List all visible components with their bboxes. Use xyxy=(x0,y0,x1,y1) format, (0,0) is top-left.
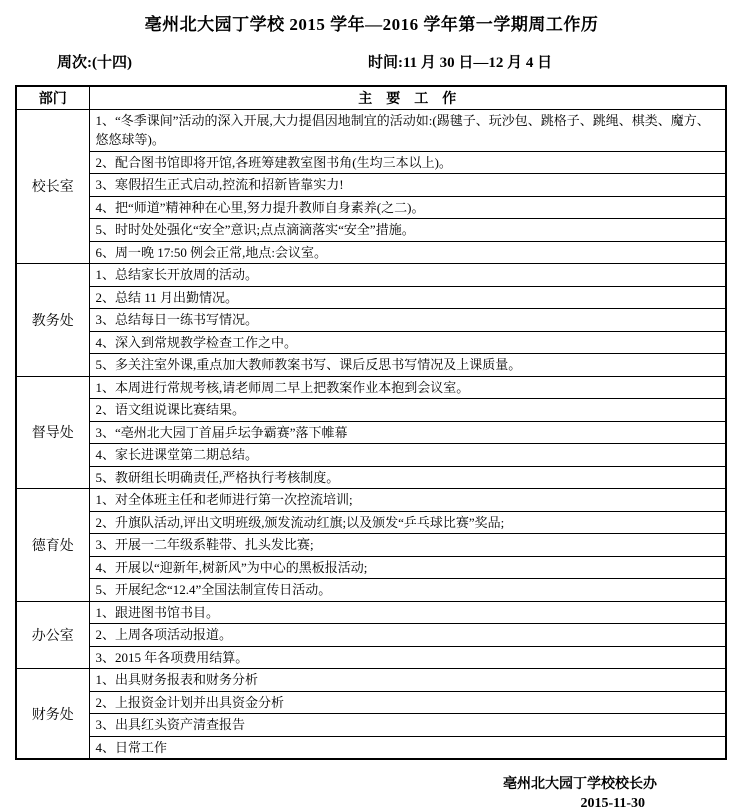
table-row xyxy=(16,174,726,197)
work-item: 4、日常工作 xyxy=(89,736,726,759)
work-item: 6、周一晚 17:50 例会正常,地点:会议室。 xyxy=(89,241,726,264)
work-item: 3、“亳州北大园丁首届乒坛争霸赛”落下帷幕 xyxy=(89,421,726,444)
dept-cell: 德育处 xyxy=(16,489,89,602)
table-row xyxy=(16,151,726,174)
table-row xyxy=(16,196,726,219)
table-row xyxy=(16,109,726,151)
footer-signature: 亳州北大园丁学校校长办 xyxy=(503,777,657,792)
table-row xyxy=(16,399,726,422)
table-row xyxy=(16,624,726,647)
work-item: 2、升旗队活动,评出文明班级,颁发流动红旗;以及颁发“乒乓球比赛”奖品; xyxy=(89,511,726,534)
work-item: 1、总结家长开放周的活动。 xyxy=(89,264,726,287)
page-title: 亳州北大园丁学校 2015 学年—2016 学年第一学期周工作历 xyxy=(144,15,599,34)
table-row xyxy=(16,264,726,287)
work-item: 2、上周各项活动报道。 xyxy=(89,624,726,647)
work-item: 5、时时处处强化“安全”意识;点点滴滴落实“安全”措施。 xyxy=(89,219,726,242)
work-item: 4、深入到常规教学检查工作之中。 xyxy=(89,331,726,354)
table-row xyxy=(16,331,726,354)
dept-cell: 财务处 xyxy=(16,669,89,760)
table-row xyxy=(16,669,726,692)
table-row xyxy=(16,466,726,489)
work-item: 1、跟进图书馆书目。 xyxy=(89,601,726,624)
table-row xyxy=(16,376,726,399)
work-item: 2、总结 11 月出勤情况。 xyxy=(89,286,726,309)
work-item: 3、开展一二年级系鞋带、扎头发比赛; xyxy=(89,534,726,557)
time-label: 时间:11 月 30 日—12 月 4 日 xyxy=(368,55,553,71)
dept-header-cell: 部门 xyxy=(16,86,89,109)
dept-cell: 教务处 xyxy=(16,264,89,377)
work-item: 1、“冬季课间”活动的深入开展,大力提倡因地制宜的活动如:(踢毽子、玩沙包、跳格子、跳绳、棋类、魔方、悠悠球等)。 xyxy=(89,109,726,151)
work-item: 2、语文组说课比赛结果。 xyxy=(89,399,726,422)
work-item: 1、出具财务报表和财务分析 xyxy=(89,669,726,692)
table-row xyxy=(16,691,726,714)
table-row xyxy=(16,714,726,737)
work-table xyxy=(15,85,727,760)
table-row xyxy=(16,579,726,602)
dept-cell: 办公室 xyxy=(16,601,89,669)
dept-cell: 督导处 xyxy=(16,376,89,489)
work-item: 5、教研组长明确责任,严格执行考核制度。 xyxy=(89,466,726,489)
work-item: 4、把“师道”精神种在心里,努力提升教师自身素养(之二)。 xyxy=(89,196,726,219)
table-row xyxy=(16,736,726,759)
work-item: 1、本周进行常规考核,请老师周二早上把教案作业本抱到会议室。 xyxy=(89,376,726,399)
work-item: 5、多关注室外课,重点加大教师教案书写、课后反思书写情况及上课质量。 xyxy=(89,354,726,377)
table-row xyxy=(16,219,726,242)
table-row xyxy=(16,534,726,557)
work-item: 2、上报资金计划并出具资金分析 xyxy=(89,691,726,714)
table-row xyxy=(16,241,726,264)
table-row xyxy=(16,601,726,624)
table-row xyxy=(16,556,726,579)
table-row xyxy=(16,286,726,309)
work-item: 4、家长进课堂第二期总结。 xyxy=(89,444,726,467)
work-item: 3、2015 年各项费用结算。 xyxy=(89,646,726,669)
meta-row xyxy=(0,51,743,73)
table-row xyxy=(16,646,726,669)
table-row xyxy=(16,511,726,534)
dept-cell: 校长室 xyxy=(16,109,89,264)
work-item: 5、开展纪念“12.4”全国法制宣传日活动。 xyxy=(89,579,726,602)
work-item: 1、对全体班主任和老师进行第一次控流培训; xyxy=(89,489,726,512)
week-label: 周次:(十四) xyxy=(57,55,132,71)
work-item: 3、总结每日一练书写情况。 xyxy=(89,309,726,332)
table-row xyxy=(16,489,726,512)
table-row xyxy=(16,444,726,467)
table-header-row xyxy=(16,86,726,109)
table-row xyxy=(16,354,726,377)
work-item: 2、配合图书馆即将开馆,各班筹建教室图书角(生均三本以上)。 xyxy=(89,151,726,174)
footer xyxy=(0,773,743,812)
table-row xyxy=(16,309,726,332)
work-item: 3、出具红头资产清查报告 xyxy=(89,714,726,737)
work-header-cell: 主 要 工 作 xyxy=(89,86,726,109)
work-item: 3、寒假招生正式启动,控流和招新皆靠实力! xyxy=(89,174,726,197)
table-row xyxy=(16,421,726,444)
footer-date: 2015-11-30 xyxy=(580,796,645,811)
work-item: 4、开展以“迎新年,树新风”为中心的黑板报活动; xyxy=(89,556,726,579)
